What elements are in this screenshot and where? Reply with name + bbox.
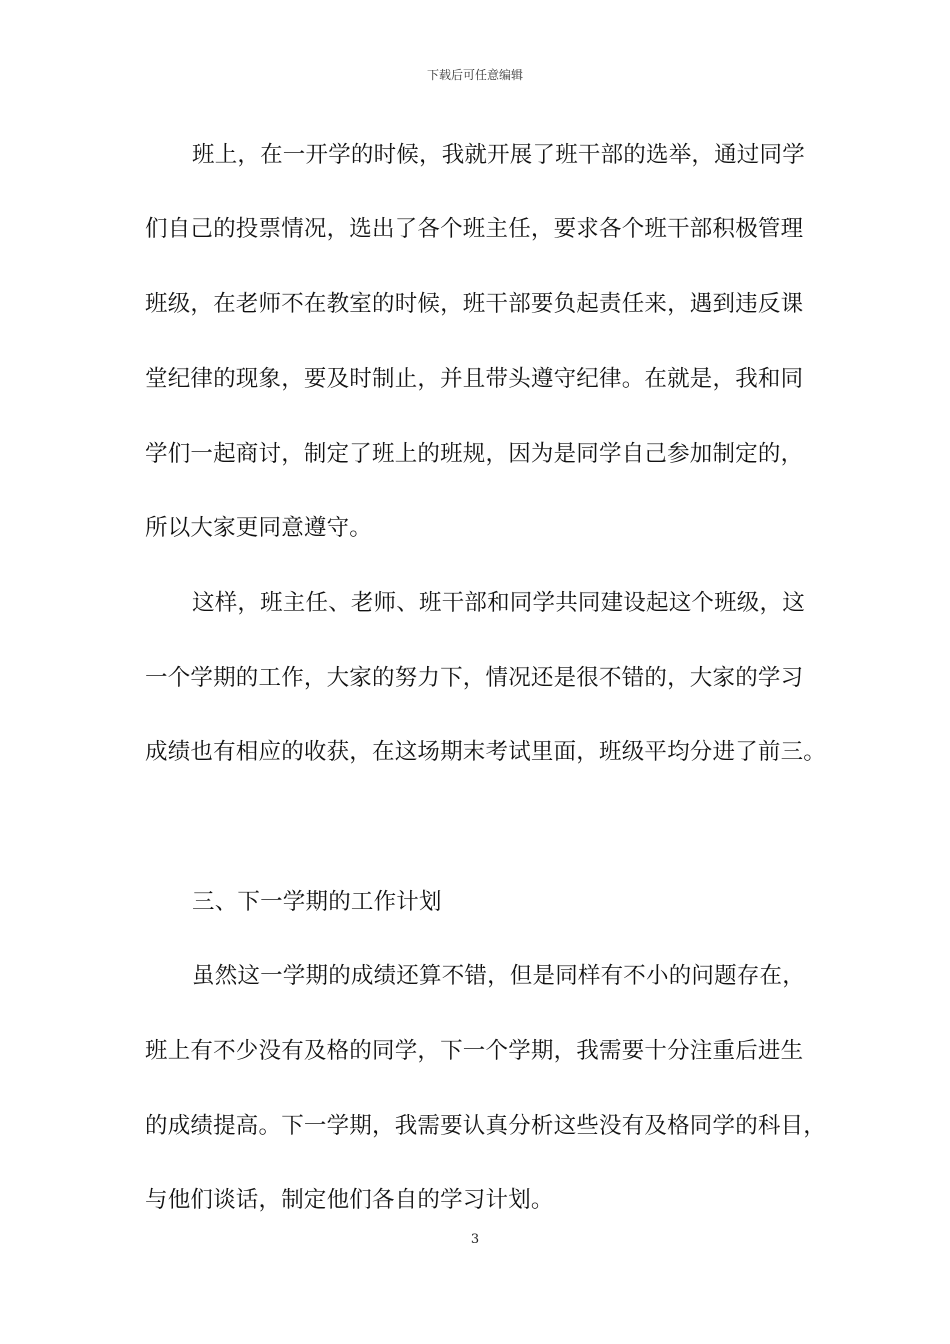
text-line: 堂纪律的现象，要及时制止，并且带头遵守纪律。在就是，我和同 [145,366,804,392]
text-line: 学们一起商讨，制定了班上的班规，因为是同学自己参加制定的， [145,441,804,467]
text-line: 的成绩提高。下一学期，我需要认真分析这些没有及格同学的科目， [145,1113,827,1139]
text-line: 一个学期的工作，大家的努力下，情况还是很不错的，大家的学习 [145,665,804,691]
text-line: 所以大家更同意遵守。 [145,515,373,541]
text-line: 班级，在老师不在教室的时候，班干部要负起责任来，遇到违反课 [145,291,804,317]
text-line: 们自己的投票情况，选出了各个班主任，要求各个班干部积极管理 [145,216,804,242]
text-line: 班上，在一开学的时候，我就开展了班干部的选举，通过同学 [192,142,805,168]
page-header: 下载后可任意编辑 [426,68,523,82]
text-line: 班上有不少没有及格的同学，下一个学期，我需要十分注重后进生 [145,1038,804,1064]
page-number: 3 [470,1232,480,1247]
text-line: 虽然这一学期的成绩还算不错，但是同样有不小的问题存在， [192,963,805,989]
text-line: 这样，班主任、老师、班干部和同学共同建设起这个班级，这 [192,590,805,616]
text-line: 成绩也有相应的收获，在这场期末考试里面，班级平均分进了前三。 [145,739,827,765]
text-line: 与他们谈话，制定他们各自的学习计划。 [145,1187,554,1213]
section-heading: 三、下一学期的工作计划 [192,889,442,915]
